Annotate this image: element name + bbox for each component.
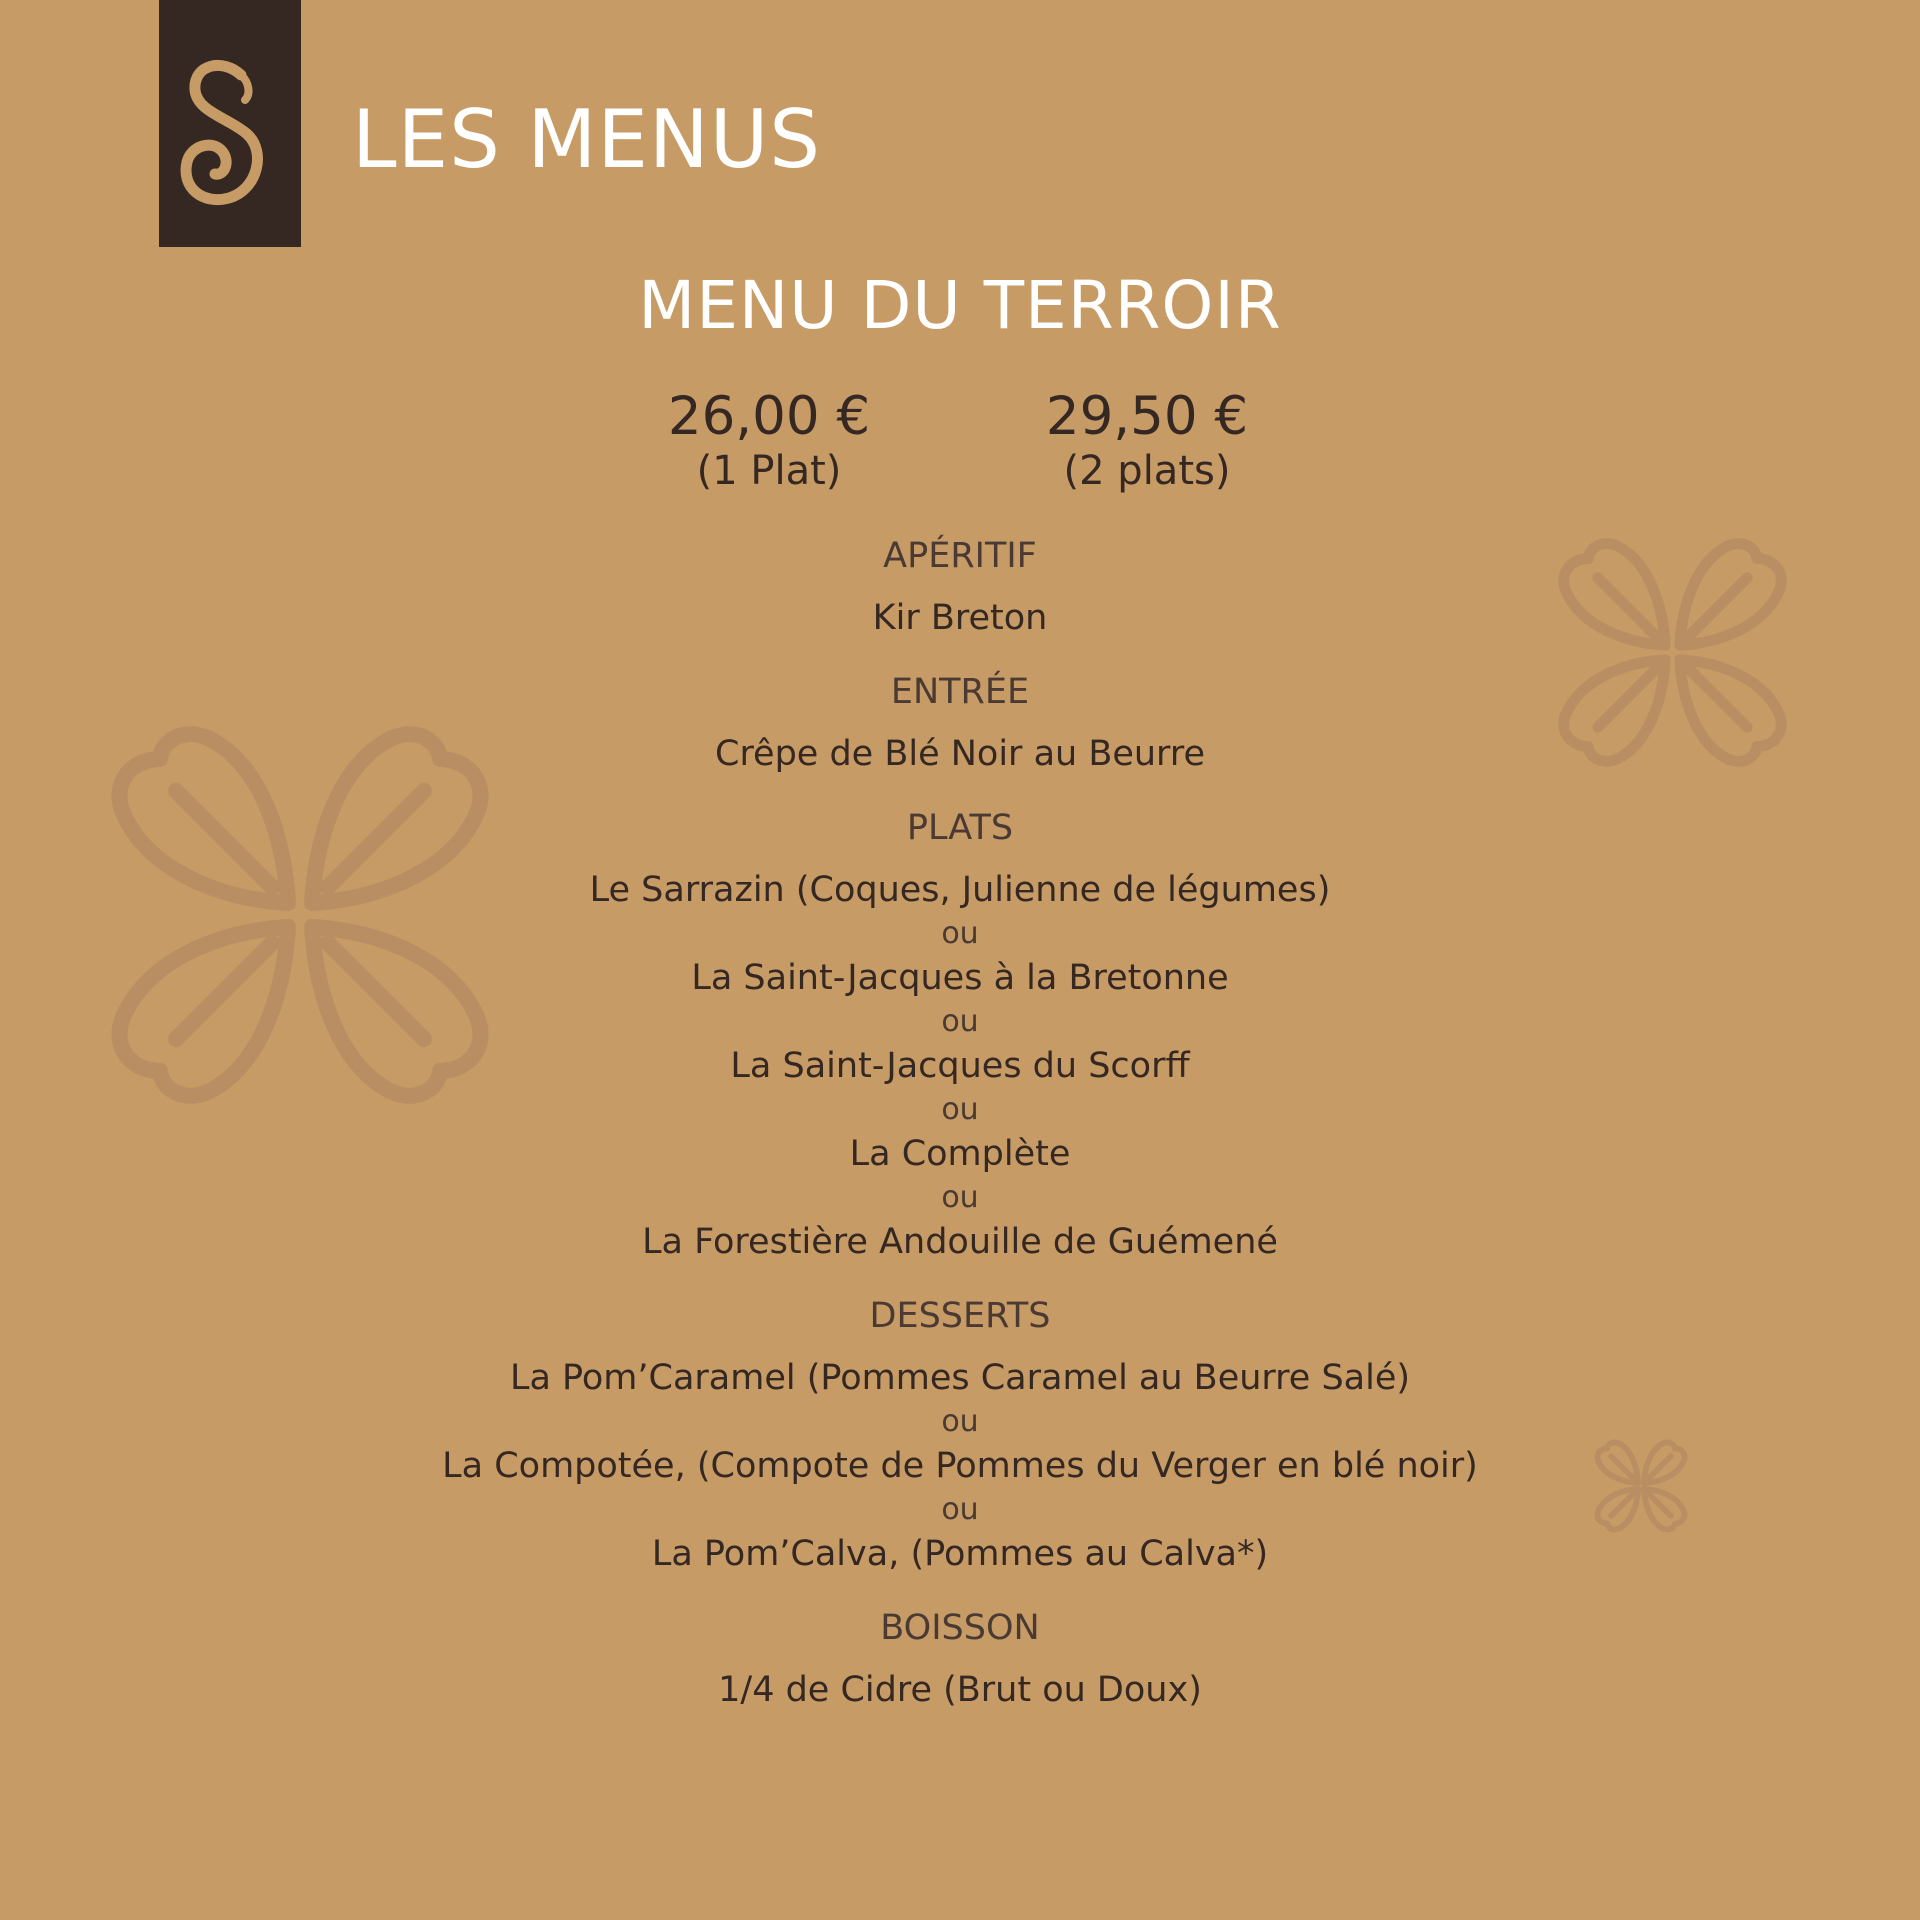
menu-item: La Forestière Andouille de Guémené bbox=[642, 1222, 1278, 1262]
price-option-2-plats bbox=[967, 387, 1327, 495]
menu-item: La Saint-Jacques du Scorff bbox=[730, 1046, 1190, 1086]
logo bbox=[159, 0, 301, 247]
menu-title: MENU DU TERROIR bbox=[638, 267, 1282, 344]
section-heading: ENTRÉE bbox=[890, 672, 1030, 712]
logo-s-monogram bbox=[159, 0, 301, 247]
or-separator: ou bbox=[941, 1092, 979, 1127]
section-entree bbox=[0, 664, 1920, 780]
menu-item: La Saint-Jacques à la Bretonne bbox=[691, 958, 1229, 998]
price-option-1-plat bbox=[589, 387, 949, 495]
price-amount: 26,00 € bbox=[667, 386, 871, 447]
page-title: LES MENUS bbox=[352, 93, 822, 186]
or-separator: ou bbox=[941, 1180, 979, 1215]
menu-item: La Compotée, (Compote de Pommes du Verger en blé noir) bbox=[442, 1446, 1478, 1486]
or-separator: ou bbox=[941, 1004, 979, 1039]
section-boisson bbox=[0, 1600, 1920, 1716]
section-heading: DESSERTS bbox=[869, 1296, 1051, 1336]
menu-item: Kir Breton bbox=[872, 598, 1048, 638]
section-plats bbox=[0, 800, 1920, 1268]
menu-item: La Pom’Caramel (Pommes Caramel au Beurre Salé) bbox=[509, 1358, 1411, 1398]
section-heading: BOISSON bbox=[880, 1608, 1040, 1648]
section-heading: APÉRITIF bbox=[883, 536, 1037, 576]
section-aperitif bbox=[0, 528, 1920, 644]
menu-item: Crêpe de Blé Noir au Beurre bbox=[715, 734, 1205, 774]
menu-item: Le Sarrazin (Coques, Julienne de légumes) bbox=[589, 870, 1331, 910]
price-note: (2 plats) bbox=[1063, 448, 1231, 494]
menu-content bbox=[0, 528, 1920, 1716]
or-separator: ou bbox=[941, 1404, 979, 1439]
price-note: (1 Plat) bbox=[696, 448, 842, 494]
menu-item: La Pom’Calva, (Pommes au Calva*) bbox=[651, 1534, 1269, 1574]
or-separator: ou bbox=[941, 916, 979, 951]
section-heading: PLATS bbox=[906, 808, 1014, 848]
menu-item: La Complète bbox=[849, 1134, 1071, 1174]
menu-item: 1/4 de Cidre (Brut ou Doux) bbox=[718, 1670, 1202, 1710]
section-desserts bbox=[0, 1288, 1920, 1580]
or-separator: ou bbox=[941, 1492, 979, 1527]
price-amount: 29,50 € bbox=[1045, 386, 1249, 447]
